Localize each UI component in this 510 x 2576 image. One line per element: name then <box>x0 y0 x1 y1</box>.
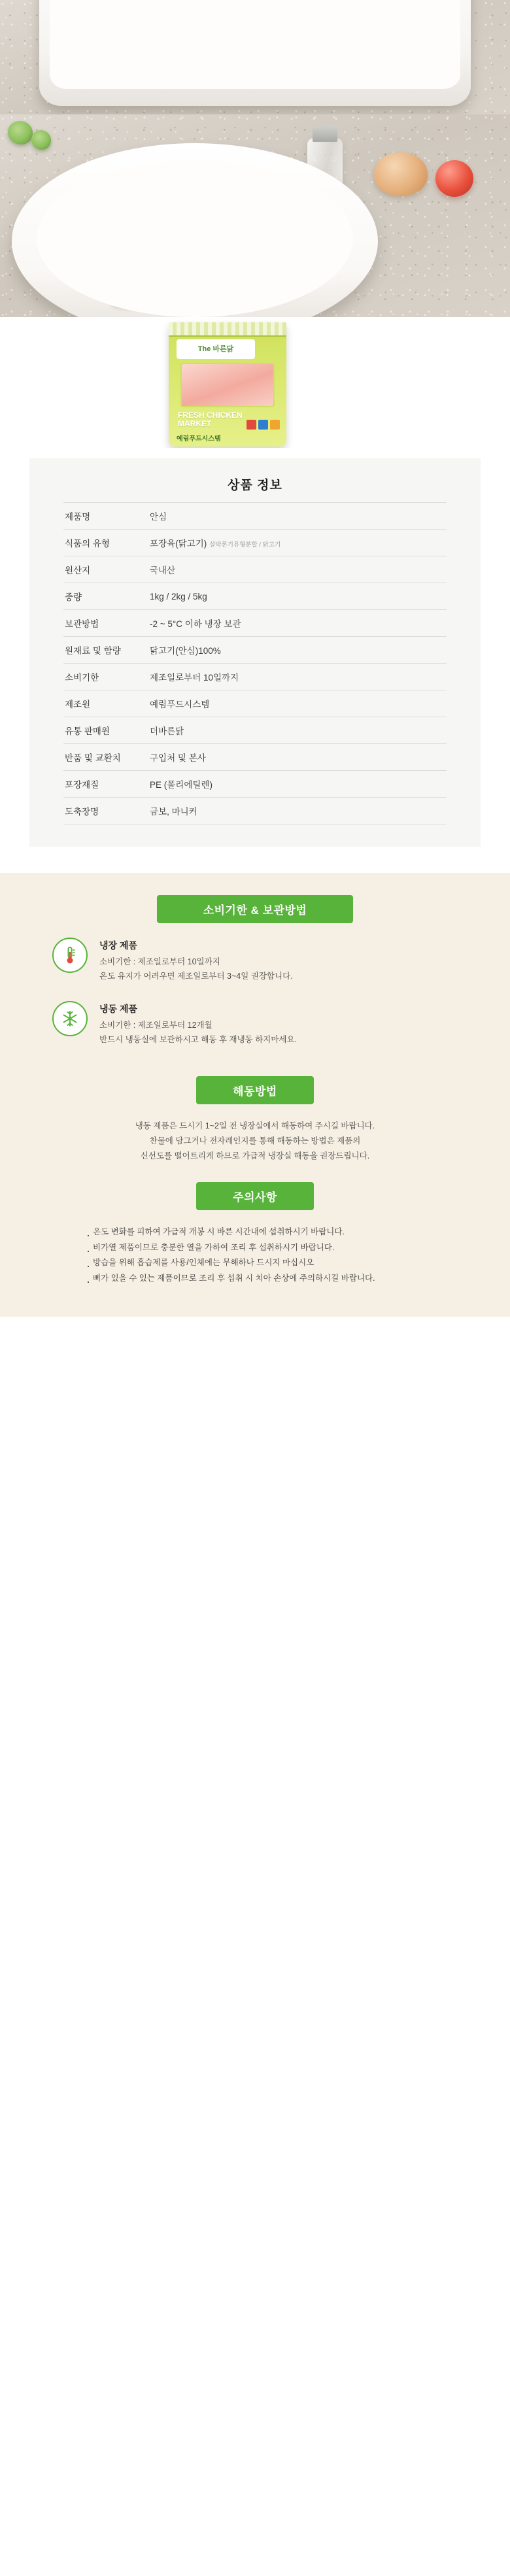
spec-label: 식품의 유형 <box>65 539 110 549</box>
chicken-tenderloin <box>207 264 307 301</box>
peppercorn <box>220 295 226 301</box>
package-front-text: FRESH CHICKEN MARKET <box>178 411 243 428</box>
spec-value-text: -2 ~ 5°C 이하 냉장 보관 <box>150 619 241 629</box>
product-info-title: 상품 정보 <box>228 479 282 492</box>
storage-line: 반드시 냉동실에 보관하시고 해동 후 재냉동 하지마세요. <box>99 1035 298 1045</box>
tomato <box>435 160 473 197</box>
storage-section-title: 소비기한 & 보관방법 <box>157 895 353 923</box>
storage-line: 소비기한 : 제조일로부터 10일까지 <box>99 957 220 966</box>
rosemary-sprig <box>253 233 308 255</box>
thaw-section-title: 해동방법 <box>196 1076 314 1104</box>
spec-table <box>63 502 447 824</box>
parsley-garnish <box>206 216 245 245</box>
spec-value-text: 금보, 마니커 <box>150 807 197 817</box>
package-wrapper <box>0 317 510 448</box>
caution-list <box>59 1225 451 1287</box>
caution-section-title: 주의사항 <box>196 1182 314 1210</box>
table-row <box>63 583 447 610</box>
spec-label: 원산지 <box>65 566 91 575</box>
spec-label: 소비기한 <box>65 673 99 683</box>
spec-label: 반품 및 교환치 <box>65 753 121 763</box>
chicken-tenderloin <box>81 238 214 284</box>
peppercorn <box>230 303 236 309</box>
thaw-line: 신선도를 떨어트리게 하므로 가급적 냉장실 해동을 권장드립니다. <box>140 1151 370 1161</box>
package-badges <box>246 420 280 430</box>
white-plate <box>39 0 471 106</box>
product-photo-tenderloin-platter <box>0 114 510 317</box>
package-logo: The 바른닭 <box>177 339 255 359</box>
spec-label: 중량 <box>65 592 82 602</box>
thermometer-icon <box>52 938 88 973</box>
spec-value-text: 예림푸드시스템 <box>150 700 210 709</box>
list-item <box>52 938 458 985</box>
list-item: · 방습을 위해 흡습제를 사용/인체에는 무해하나 드시지 마십시오 <box>85 1255 451 1271</box>
table-row <box>63 503 447 530</box>
storage-text <box>99 938 293 985</box>
product-info-card <box>29 458 481 847</box>
spec-value <box>150 556 447 583</box>
spec-value <box>150 637 447 664</box>
spec-label: 도축장명 <box>65 807 99 817</box>
peppercorn <box>237 291 243 297</box>
chicken-tenderloin <box>139 197 266 245</box>
thaw-description <box>0 1119 510 1164</box>
brussels-sprout-icon <box>275 260 302 286</box>
spec-value <box>150 744 447 771</box>
thaw-line: 찬물에 담그거나 전자레인지를 통해 해동하는 방법은 제품의 <box>149 1136 361 1145</box>
chicken-tenderloin <box>66 202 185 259</box>
table-row <box>63 717 447 744</box>
snowflake-icon <box>52 1001 88 1036</box>
radish <box>307 249 333 275</box>
spec-value-text: 닭고기(안심)100% <box>150 646 221 656</box>
spec-value <box>150 583 447 610</box>
spec-value <box>150 530 447 556</box>
spec-value <box>150 717 447 744</box>
package-brand: 예림푸드시스템 <box>177 435 221 443</box>
spec-value-text: 포장육(닭고기) <box>150 539 207 549</box>
package-window <box>180 363 275 407</box>
spec-value-text: 안심 <box>150 512 167 522</box>
product-photo-package <box>0 317 510 448</box>
table-row <box>63 610 447 637</box>
spec-value-note: 살박론기유형분할 / 닭고기 <box>209 541 281 549</box>
spec-label: 포장재질 <box>65 780 99 790</box>
storage-line: 온도 유지가 어려우면 제조일로부터 3~4일 권장합니다. <box>99 972 293 981</box>
spec-label: 원재료 및 함량 <box>65 646 121 656</box>
table-row <box>63 530 447 556</box>
spec-value-text: 구입처 및 본사 <box>150 753 206 763</box>
spec-value-text: 제조일로부터 10일까지 <box>150 673 239 683</box>
chicken-tenderloin <box>108 263 239 313</box>
onion <box>374 152 428 195</box>
spec-value <box>150 798 447 824</box>
table-row <box>63 798 447 824</box>
guide-section <box>0 873 510 1317</box>
parsley-garnish <box>230 233 262 253</box>
spec-value-text: 더바른닭 <box>150 726 184 736</box>
table-row <box>63 690 447 717</box>
product-info-section <box>0 448 510 873</box>
table-row <box>63 637 447 664</box>
storage-heading: 냉동 제품 <box>99 1003 137 1014</box>
package-seal <box>169 322 286 337</box>
spec-value-text: PE (폴리에틸렌) <box>150 780 212 790</box>
spec-value-text: 1kg / 2kg / 5kg <box>150 591 207 602</box>
table-row <box>63 771 447 798</box>
spec-value-text: 국내산 <box>150 566 176 575</box>
spec-value <box>150 503 447 530</box>
storage-heading: 냉장 제품 <box>99 940 137 951</box>
spec-value <box>150 690 447 717</box>
spec-label: 제조원 <box>65 700 91 709</box>
brussels-sprout-icon <box>8 121 33 144</box>
list-item: · 뼈가 있을 수 있는 제품이므로 조리 후 섭취 시 치아 손상에 주의하시길 바랍니다. <box>85 1271 451 1287</box>
spec-label: 보관방법 <box>65 619 99 629</box>
peppercorn <box>212 307 218 313</box>
retail-package <box>169 322 286 447</box>
storage-text <box>99 1001 297 1049</box>
storage-list <box>52 938 458 1049</box>
chicken-tenderloin <box>181 227 306 279</box>
product-photo-breast <box>0 0 510 114</box>
table-row <box>63 744 447 771</box>
list-item <box>52 1001 458 1049</box>
spec-value <box>150 664 447 690</box>
spec-value <box>150 771 447 798</box>
list-item: · 비가열 제품이므로 충분한 열을 가하여 조리 후 섭취하시기 바랍니다. <box>85 1240 451 1256</box>
spec-value <box>150 610 447 637</box>
thaw-line: 냉동 제품은 드시기 1~2일 전 냉장실에서 해동하여 주시길 바랍니다. <box>135 1121 375 1130</box>
brussels-sprout-icon <box>31 130 51 150</box>
spec-label: 제품명 <box>65 512 91 522</box>
list-item: · 온도 변화를 피하여 가급적 개봉 시 바른 시간내에 섭취하시기 바랍니다. <box>85 1225 451 1240</box>
table-row <box>63 664 447 690</box>
storage-line: 소비기한 : 제조일로부터 12개월 <box>99 1020 212 1030</box>
table-row <box>63 556 447 583</box>
spec-label: 유통 판매원 <box>65 726 110 736</box>
